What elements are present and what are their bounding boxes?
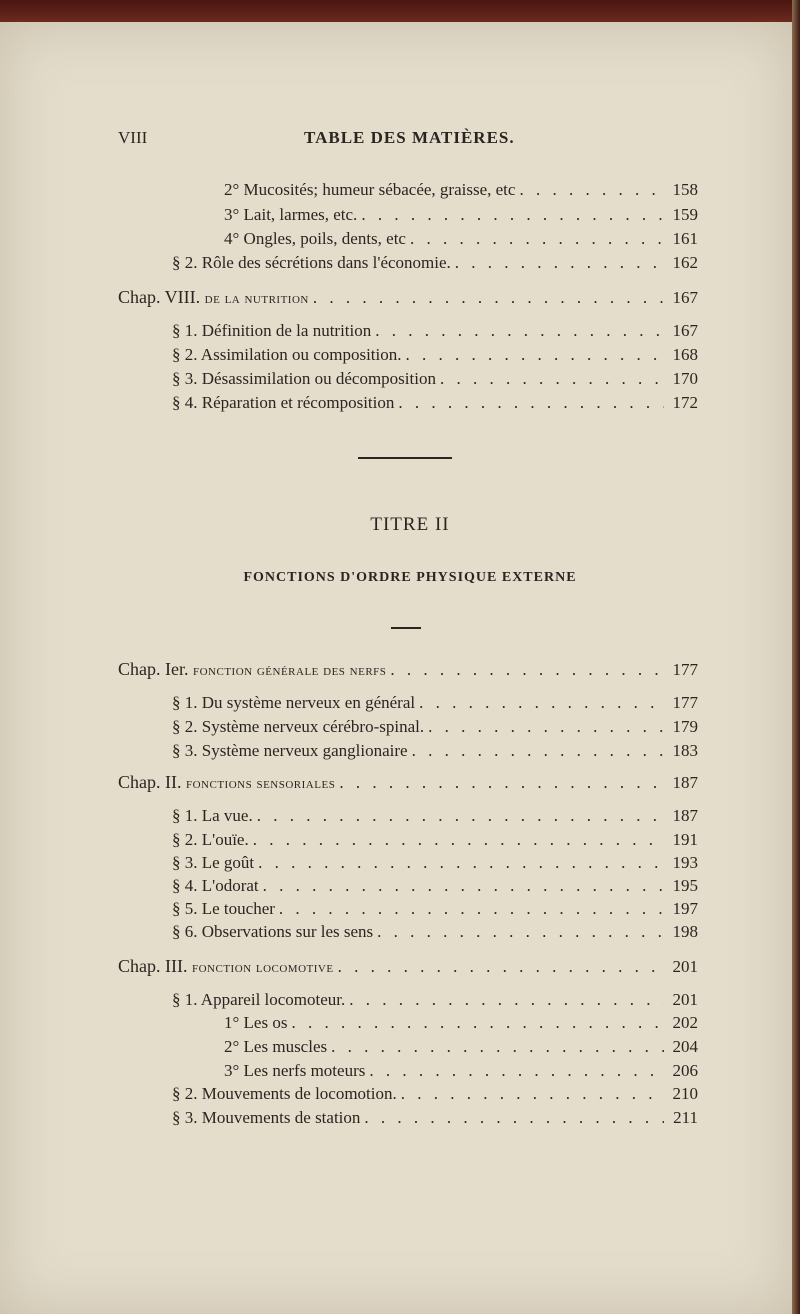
chapter-entry: Chap. VIII. de la nutrition . . . 167 xyxy=(118,287,698,311)
toc-entry: § 1. Du système nerveux en général . . . 177 xyxy=(172,693,698,717)
toc-entry: § 2. Rôle des sécrétions dans l'économie. . . . 162 xyxy=(172,253,698,277)
toc-entry: § 1. Définition de la nutrition . . . 167 xyxy=(172,321,698,345)
running-header xyxy=(118,128,698,154)
toc-entry: § 2. L'ouïe. . . . 191 xyxy=(172,830,698,854)
toc-entry: § 3. Désassimilation ou décomposition . . . 170 xyxy=(172,369,698,393)
toc-entry: 3° Lait, larmes, etc. . . . 159 xyxy=(224,205,698,229)
page-folio: VIII xyxy=(118,128,148,147)
chapter-entry: Chap. Ier. fonction générale des nerfs . . . 177 xyxy=(118,659,698,683)
toc-entry: § 4. Réparation et récomposition . . . 172 xyxy=(172,393,698,417)
running-title: TABLE DES MATIÈRES. xyxy=(304,128,515,147)
toc-entry: § 2. Système nerveux cérébro-spinal. . . . 179 xyxy=(172,717,698,741)
part-subheading: FONCTIONS D'ORDRE PHYSIQUE EXTERNE xyxy=(243,570,577,585)
toc-entry: 3° Les nerfs moteurs . . . 206 xyxy=(224,1061,698,1085)
short-rule xyxy=(391,627,421,629)
toc-entry: 4° Ongles, poils, dents, etc . . . 161 xyxy=(224,229,698,253)
toc-entry: § 3. Mouvements de station . . . 211 xyxy=(172,1108,698,1132)
toc-entry: § 2. Assimilation ou composition. . . . 168 xyxy=(172,345,698,369)
toc-entry: § 1. La vue. . . . 187 xyxy=(172,806,698,830)
toc-entry: § 3. Le goût . . . 193 xyxy=(172,853,698,877)
toc-entry: § 2. Mouvements de locomotion. . . . 210 xyxy=(172,1084,698,1108)
part-heading: TITRE II xyxy=(370,514,450,535)
book-top-edge xyxy=(0,0,800,22)
toc-entry: 2° Les muscles . . . 204 xyxy=(224,1037,698,1061)
book-right-edge xyxy=(792,0,800,1314)
toc-entry: 2° Mucosités; humeur sébacée, graisse, etc . . . 158 xyxy=(224,180,698,204)
toc-entry: 1° Les os . . . 202 xyxy=(224,1013,698,1037)
chapter-entry: Chap. III. fonction locomotive . . . 201 xyxy=(118,956,698,980)
toc-entry: § 5. Le toucher . . . 197 xyxy=(172,899,698,923)
toc-entry: § 3. Système nerveux ganglionaire . . . 183 xyxy=(172,741,698,765)
toc-entry: § 4. L'odorat . . . 195 xyxy=(172,876,698,900)
toc-entry: § 1. Appareil locomoteur. . . . 201 xyxy=(172,990,698,1014)
chapter-entry: Chap. II. fonctions sensoriales . . . 187 xyxy=(118,772,698,796)
toc-entry: § 6. Observations sur les sens . . . 198 xyxy=(172,922,698,946)
section-rule xyxy=(358,457,452,459)
